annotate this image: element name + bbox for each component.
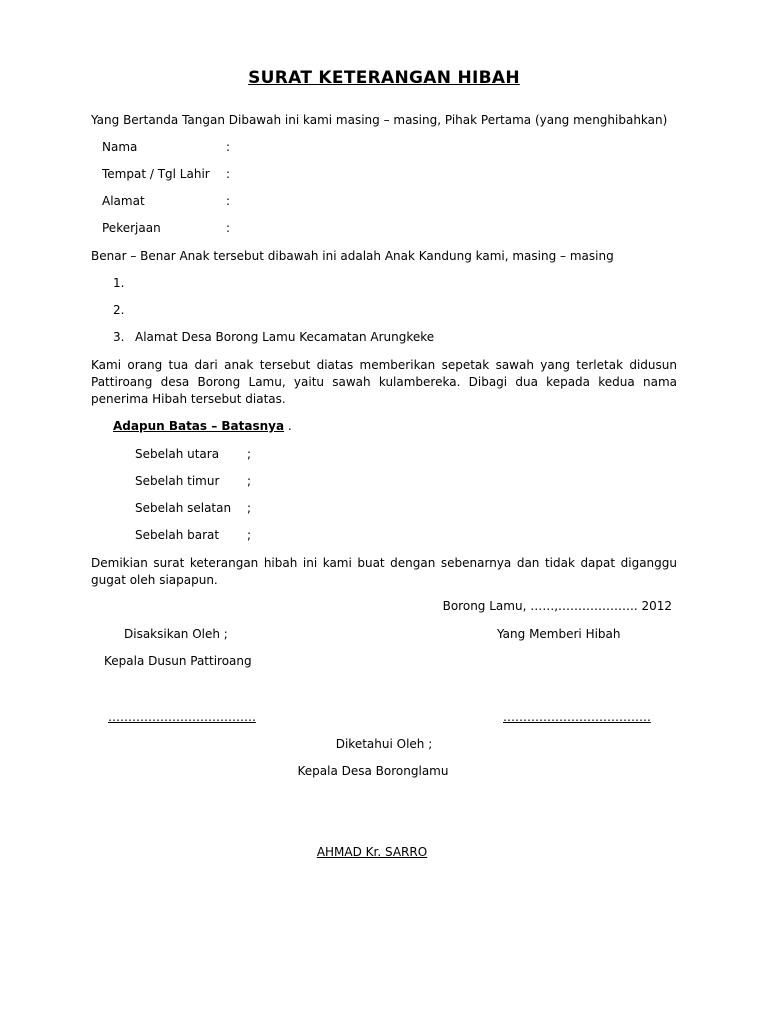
witness-signature-line: ………………………………. — [108, 710, 256, 724]
field-separator: : — [226, 140, 231, 154]
boundary-label-south: Sebelah selatan — [135, 501, 232, 515]
boundary-separator: ; — [247, 528, 252, 542]
child-number: 2. — [113, 303, 125, 317]
boundary-separator: ; — [247, 501, 252, 515]
field-separator: : — [226, 221, 231, 235]
giver-label: Yang Memberi Hibah — [497, 627, 621, 641]
child-number: 1. — [113, 276, 125, 290]
boundaries-heading: Adapun Batas – Batasnya — [113, 419, 285, 433]
place-date: Borong Lamu, ……,……………….. 2012 — [442, 599, 672, 613]
acknowledged-label: Diketahui Oleh ; — [335, 737, 433, 751]
child-number: 3. — [113, 330, 125, 344]
boundary-separator: ; — [247, 474, 252, 488]
closing-paragraph: Demikian surat keterangan hibah ini kami buat dengan sebenarnya dan tidak dapat diganggu gugat oleh siapapun. — [91, 556, 677, 587]
intro-text: Yang Bertanda Tangan Dibawah ini kami masing – masing, Pihak Pertama (yang menghibahkan) — [91, 113, 668, 127]
field-separator: : — [226, 167, 231, 181]
statement-paragraph: Kami orang tua dari anak tersebut diatas memberikan sepetak sawah yang terletak didusun Pattiroang desa Borong Lamu, yaitu sawah kulambereka. Dibagi dua kepada kedua nama penerima Hibah tersebut diatas. — [91, 358, 677, 406]
witness-role: Kepala Dusun Pattiroang — [104, 654, 252, 668]
boundary-label-east: Sebelah timur — [135, 474, 220, 488]
acknowledged-role: Kepala Desa Boronglamu — [297, 764, 449, 778]
field-label-alamat: Alamat — [102, 194, 145, 208]
boundary-separator: ; — [247, 447, 252, 461]
witness-label: Disaksikan Oleh ; — [124, 627, 228, 641]
acknowledged-name: AHMAD Kr. SARRO — [316, 845, 428, 859]
boundaries-heading-line — [113, 418, 292, 435]
field-label-nama: Nama — [102, 140, 138, 154]
giver-signature-line: ………………………………. — [503, 710, 651, 724]
boundary-label-west: Sebelah barat — [135, 528, 220, 542]
boundary-label-north: Sebelah utara — [135, 447, 220, 461]
field-separator: : — [226, 194, 231, 208]
children-intro: Benar – Benar Anak tersebut dibawah ini adalah Anak Kandung kami, masing – masing — [91, 249, 614, 263]
field-label-tempat-tgl-lahir: Tempat / Tgl Lahir — [102, 167, 210, 181]
child-text: Alamat Desa Borong Lamu Kecamatan Arungkeke — [135, 330, 435, 344]
field-label-pekerjaan: Pekerjaan — [102, 221, 161, 235]
boundaries-heading-suffix: . — [287, 419, 292, 433]
document-title: SURAT KETERANGAN HIBAH — [248, 68, 520, 88]
